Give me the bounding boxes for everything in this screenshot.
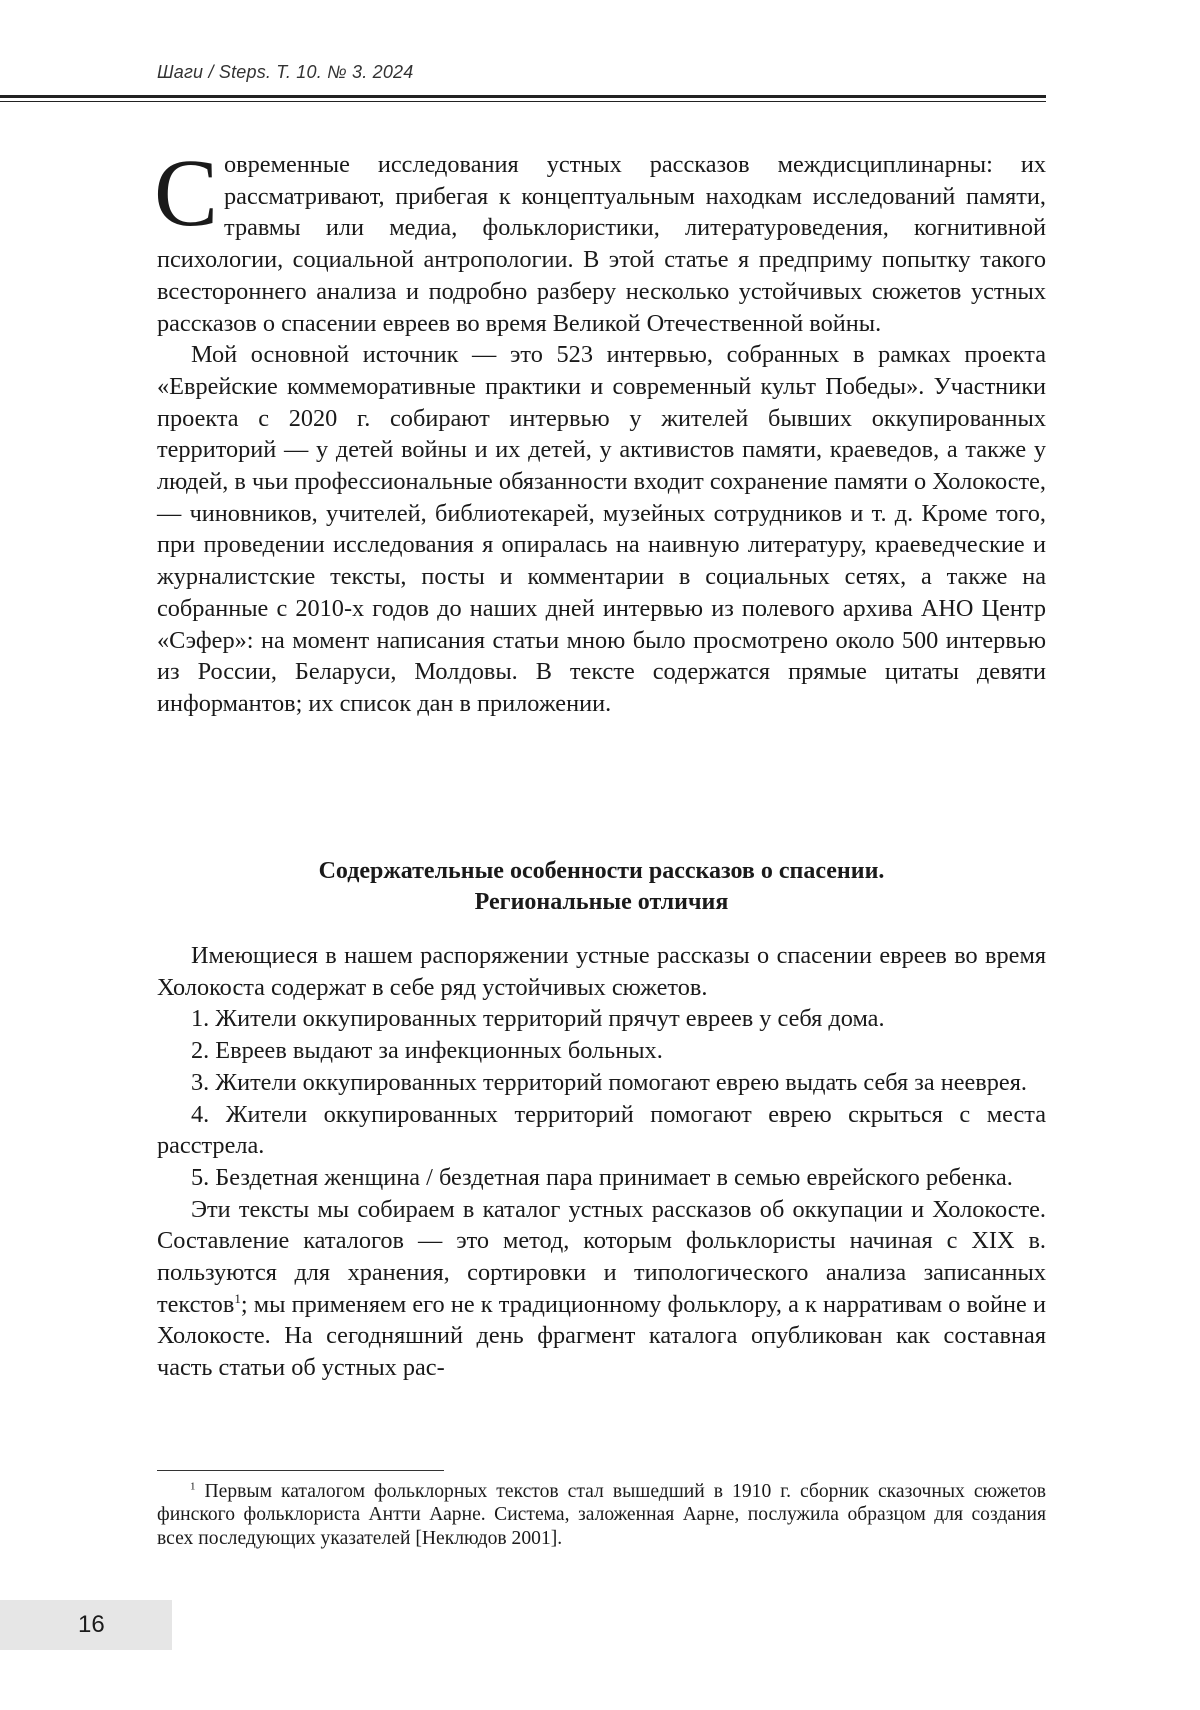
footnote-separator [157,1470,444,1471]
list-item: 1. Жители оккупированных территорий прячут евреев у себя дома. [191,1005,885,1033]
section-paragraph-2-end: ; мы применяем его не к традиционному фольклору, а к нарративам о войне и Холокосте. На сегодняшний день фрагмент каталога опубликован как составная часть статьи об устных рас- [157,1290,1046,1382]
footnote-marker: 1 [190,1480,196,1493]
section-paragraph-2 [157,1194,1046,1384]
footnote-reference[interactable]: 1 [234,1290,241,1306]
section-heading [157,856,1046,918]
page-number-box [0,1600,172,1650]
section-text [157,940,1046,1384]
intro-text [154,139,1046,720]
list-item: 2. Евреев выдают за инфекционных больных. [191,1037,663,1065]
section-paragraph-2-start: Эти тексты мы собираем в каталог устных рассказов об оккупации и Холокосте. Составление каталогов — это метод, которым фольклористы начиная с XIX в. пользуются для хранения, сортировки и типологического анализа записанных текстов [157,1195,1046,1318]
header-rule-thick [0,95,1046,98]
drop-cap: С [154,139,219,246]
page-number: 16 [78,1611,105,1638]
list-item: 4. Жители оккупированных территорий помогают еврею скрыться с места расстрела. [157,1100,1046,1160]
intro-paragraph-2: Мой основной источник — это 523 интервью, собранных в рамках проекта «Еврейские коммеморативные практики и современный культ Победы». Участники проекта с 2020 г. собирают интервью у жителей бывших оккупированных территорий — у детей войны и их детей, у активистов памяти, краеведов, а также у людей, в чьи профессиональные обязанности входит сохранение памяти о Холокосте, — чиновников, учителей, библиотекарей, музейных сотрудников и т. д. Кроме того, при проведении исследования я опиралась на наивную литературу, краеведческие и журналистские тексты, посты и комментарии в социальных сетях, а также на собранные с 2010-х годов до наших дней интервью из полевого архива АНО Центр «Сэфер»: на момент написания статьи мною было просмотрено около 500 интервью из России, Беларуси, Молдовы. В тексте содержатся прямые цитаты девяти информантов; их список дан в приложении. [157,341,1046,717]
section-heading-line-2: Региональные отличия [474,889,729,915]
intro-paragraph-1 [154,139,1046,339]
running-head: Шаги / Steps. Т. 10. № 3. 2024 [157,62,414,82]
list-item: 5. Бездетная женщина / бездетная пара принимает в семью еврейского ребенка. [191,1163,1013,1191]
intro-paragraph-1-text: овременные исследования устных рассказов междисциплинарны: их рассматривают, прибегая к концептуальным находкам исследований памяти, травмы или медиа, фольклористики, литературоведения, когнитивной психологии, социальной антропологии. В этой статье я предприму попытку такого всестороннего анализа и подробно разберу несколько устойчивых сюжетов устных рассказов о спасении евреев во время Великой Отечественной войны. [157,151,1046,337]
list-item: 3. Жители оккупированных территорий помогают еврею выдать себя за нееврея. [191,1068,1027,1096]
header-rule-thin [0,101,1046,102]
footnote-text [157,1480,1046,1550]
section-paragraph-1: Имеющиеся в нашем распоряжении устные рассказы о спасении евреев во время Холокоста содержат в себе ряд устойчивых сюжетов. [157,942,1046,1001]
footnote-body: Первым каталогом фольклорных текстов стал вышедший в 1910 г. сборник сказочных сюжетов финского фольклориста Антти Аарне. Система, заложенная Аарне, послужила образцом для создания всех последующих указателей [Неклюдов 2001]. [157,1481,1046,1549]
footnote [157,1480,1046,1550]
section-heading-line-1: Содержательные особенности рассказов о спасении. [318,858,885,884]
